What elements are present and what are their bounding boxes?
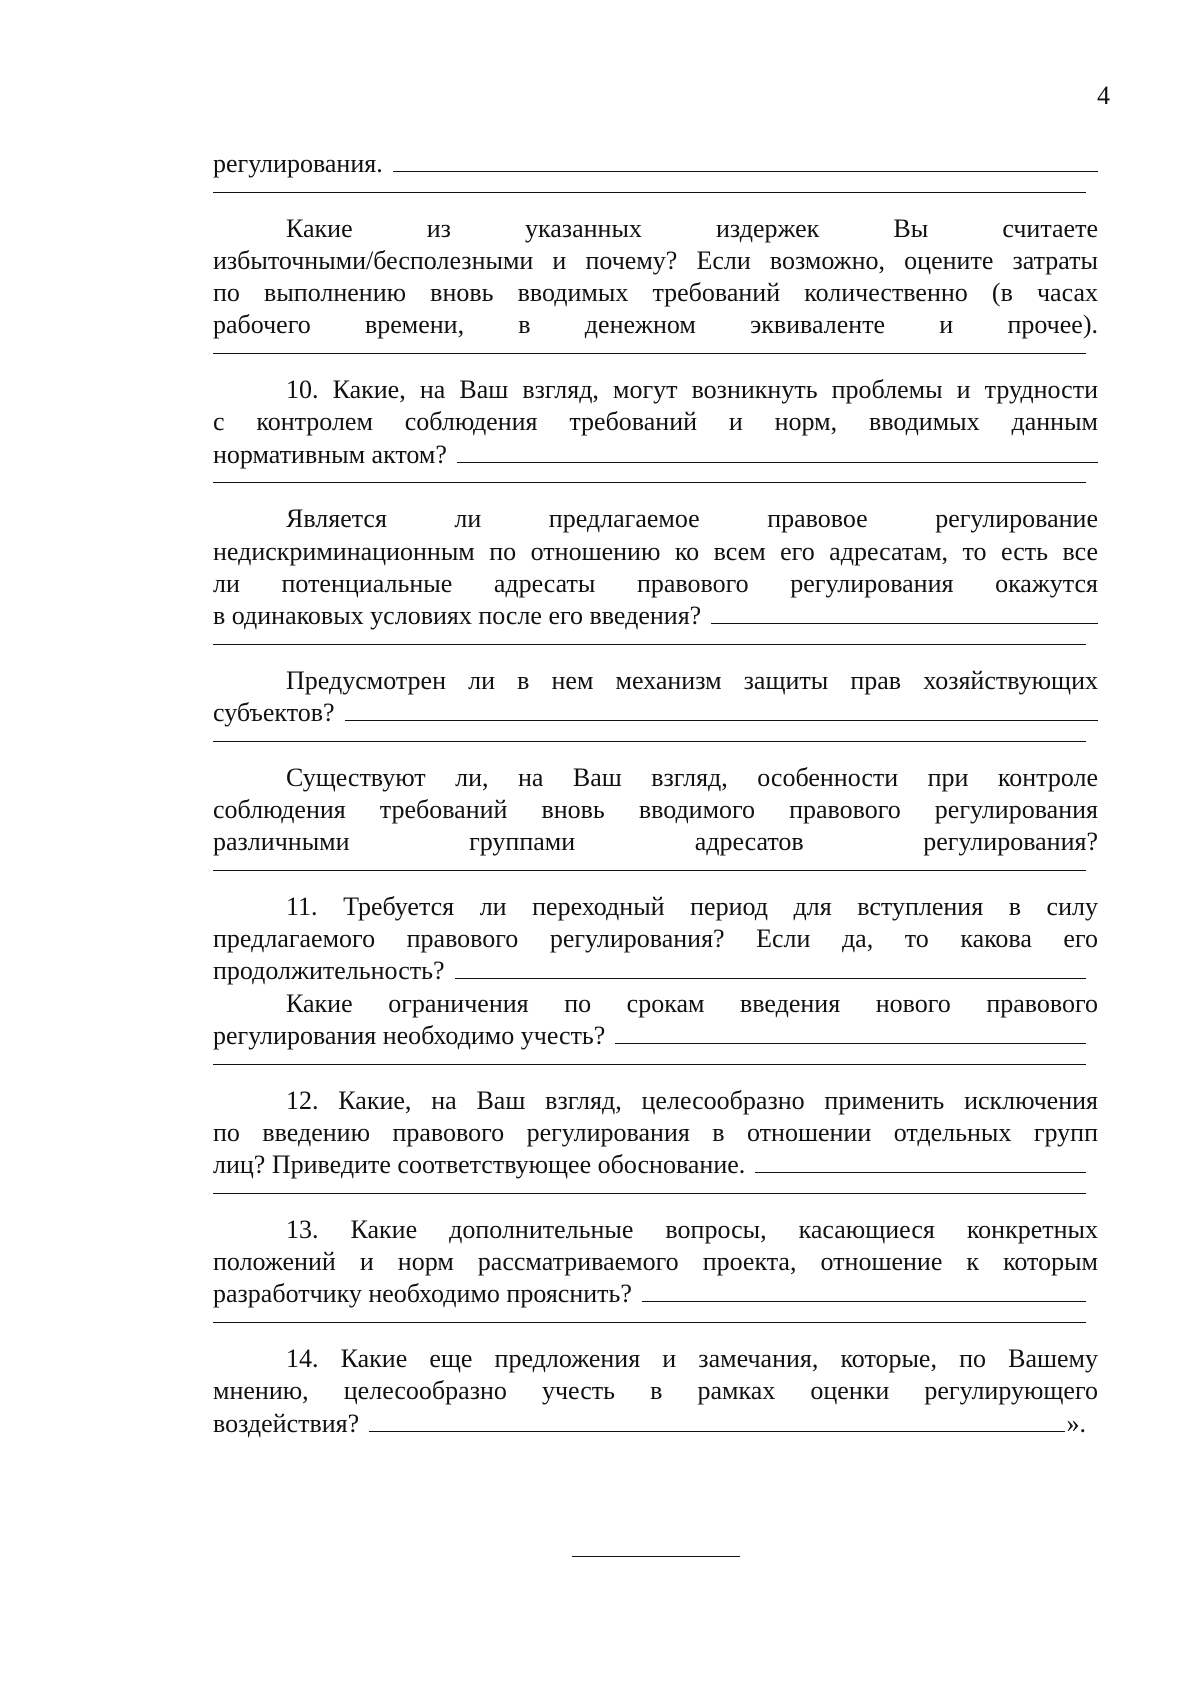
answer-line (213, 600, 1098, 632)
question-paragraph-line: различными группами адресатов регулирования? (213, 827, 1098, 857)
answer-rule[interactable] (213, 859, 1098, 891)
questionnaire-body (213, 148, 1098, 1440)
answer-rule[interactable] (213, 342, 1098, 374)
question-14-line: 14. Какие еще предложения и замечания, которые, по Вашему (286, 1343, 1098, 1373)
question-13-line: 13. Какие дополнительные вопросы, касающиеся конкретных (286, 1214, 1098, 1244)
question-paragraph-line: Какие из указанных издержек Вы считаете (286, 213, 1098, 243)
text-line: в одинаковых условиях после его введения? (213, 601, 702, 631)
question-paragraph-line: Является ли предлагаемое правовое регулирование (286, 504, 1098, 534)
text-line: субъектов? (213, 698, 335, 728)
text-line: нормативным актом? (213, 439, 447, 469)
end-of-document-rule (572, 1556, 740, 1557)
question-paragraph-line: Какие ограничения по срокам введения нового правового (286, 988, 1098, 1018)
answer-line (213, 148, 1098, 180)
answer-blank[interactable] (615, 1023, 1086, 1044)
question-10-line: 10. Какие, на Ваш взгляд, могут возникнуть проблемы и трудности (286, 375, 1098, 405)
question-paragraph-line: соблюдения требований вновь вводимого правового регулирования (213, 794, 1098, 824)
text-line: продолжительность? (213, 956, 445, 986)
question-paragraph-line: недискриминационным по отношению ко всем его адресатам, то есть все (213, 536, 1098, 566)
answer-rule[interactable] (213, 180, 1098, 212)
question-paragraph-line: Предусмотрен ли в нем механизм защиты прав хозяйствующих (286, 665, 1098, 695)
text-line: регулирования необходимо учесть? (213, 1021, 606, 1051)
answer-line (213, 1149, 1098, 1181)
answer-blank[interactable] (711, 603, 1098, 624)
answer-line (213, 697, 1098, 729)
question-paragraph-line: рабочего времени, в денежном эквиваленте и прочее). (213, 310, 1098, 340)
question-12-line: 12. Какие, на Ваш взгляд, целесообразно применить исключения (286, 1085, 1098, 1115)
text-line: лиц? Приведите соответствующее обоснование. (213, 1150, 746, 1180)
question-14-line: мнению, целесообразно учесть в рамках оценки регулирующего (213, 1376, 1098, 1406)
answer-rule[interactable] (213, 471, 1098, 503)
answer-blank[interactable] (755, 1152, 1086, 1173)
question-12-line: по введению правового регулирования в отношении отдельных групп (213, 1117, 1098, 1147)
answer-blank[interactable] (642, 1281, 1086, 1302)
question-11-line: предлагаемого правового регулирования? Если да, то какова его (213, 924, 1098, 954)
page-number: 4 (1097, 81, 1110, 110)
answer-line (213, 1408, 1098, 1440)
answer-rule[interactable] (213, 632, 1098, 664)
text-line: разработчику необходимо прояснить? (213, 1279, 632, 1309)
answer-rule[interactable] (213, 729, 1098, 761)
answer-rule[interactable] (213, 1182, 1098, 1214)
text-line: воздействия? (213, 1408, 360, 1438)
answer-line (213, 439, 1098, 471)
answer-blank[interactable] (393, 151, 1098, 172)
answer-line (213, 1020, 1098, 1052)
question-paragraph-line: по выполнению вновь вводимых требований количественно (в часах (213, 278, 1098, 308)
question-paragraph-line: Существуют ли, на Ваш взгляд, особенности при контроле (286, 762, 1098, 792)
answer-blank[interactable] (369, 1411, 1064, 1432)
question-paragraph-line: избыточными/бесполезными и почему? Если возможно, оцените затраты (213, 245, 1098, 275)
question-11-line: 11. Требуется ли переходный период для вступления в силу (286, 891, 1098, 921)
question-13-line: положений и норм рассматриваемого проекта, отношение к которым (213, 1247, 1098, 1277)
question-10-line: с контролем соблюдения требований и норм, вводимых данным (213, 407, 1098, 437)
text-line: регулирования. (213, 149, 383, 178)
answer-line (213, 1278, 1098, 1310)
answer-rule[interactable] (213, 1052, 1098, 1084)
answer-blank[interactable] (457, 442, 1098, 463)
answer-blank[interactable] (455, 958, 1087, 979)
answer-line (213, 955, 1098, 987)
question-paragraph-line: ли потенциальные адресаты правового регулирования окажутся (213, 568, 1098, 598)
answer-rule[interactable] (213, 1311, 1098, 1343)
answer-blank[interactable] (345, 700, 1098, 721)
closing-quote: ». (1066, 1408, 1086, 1438)
